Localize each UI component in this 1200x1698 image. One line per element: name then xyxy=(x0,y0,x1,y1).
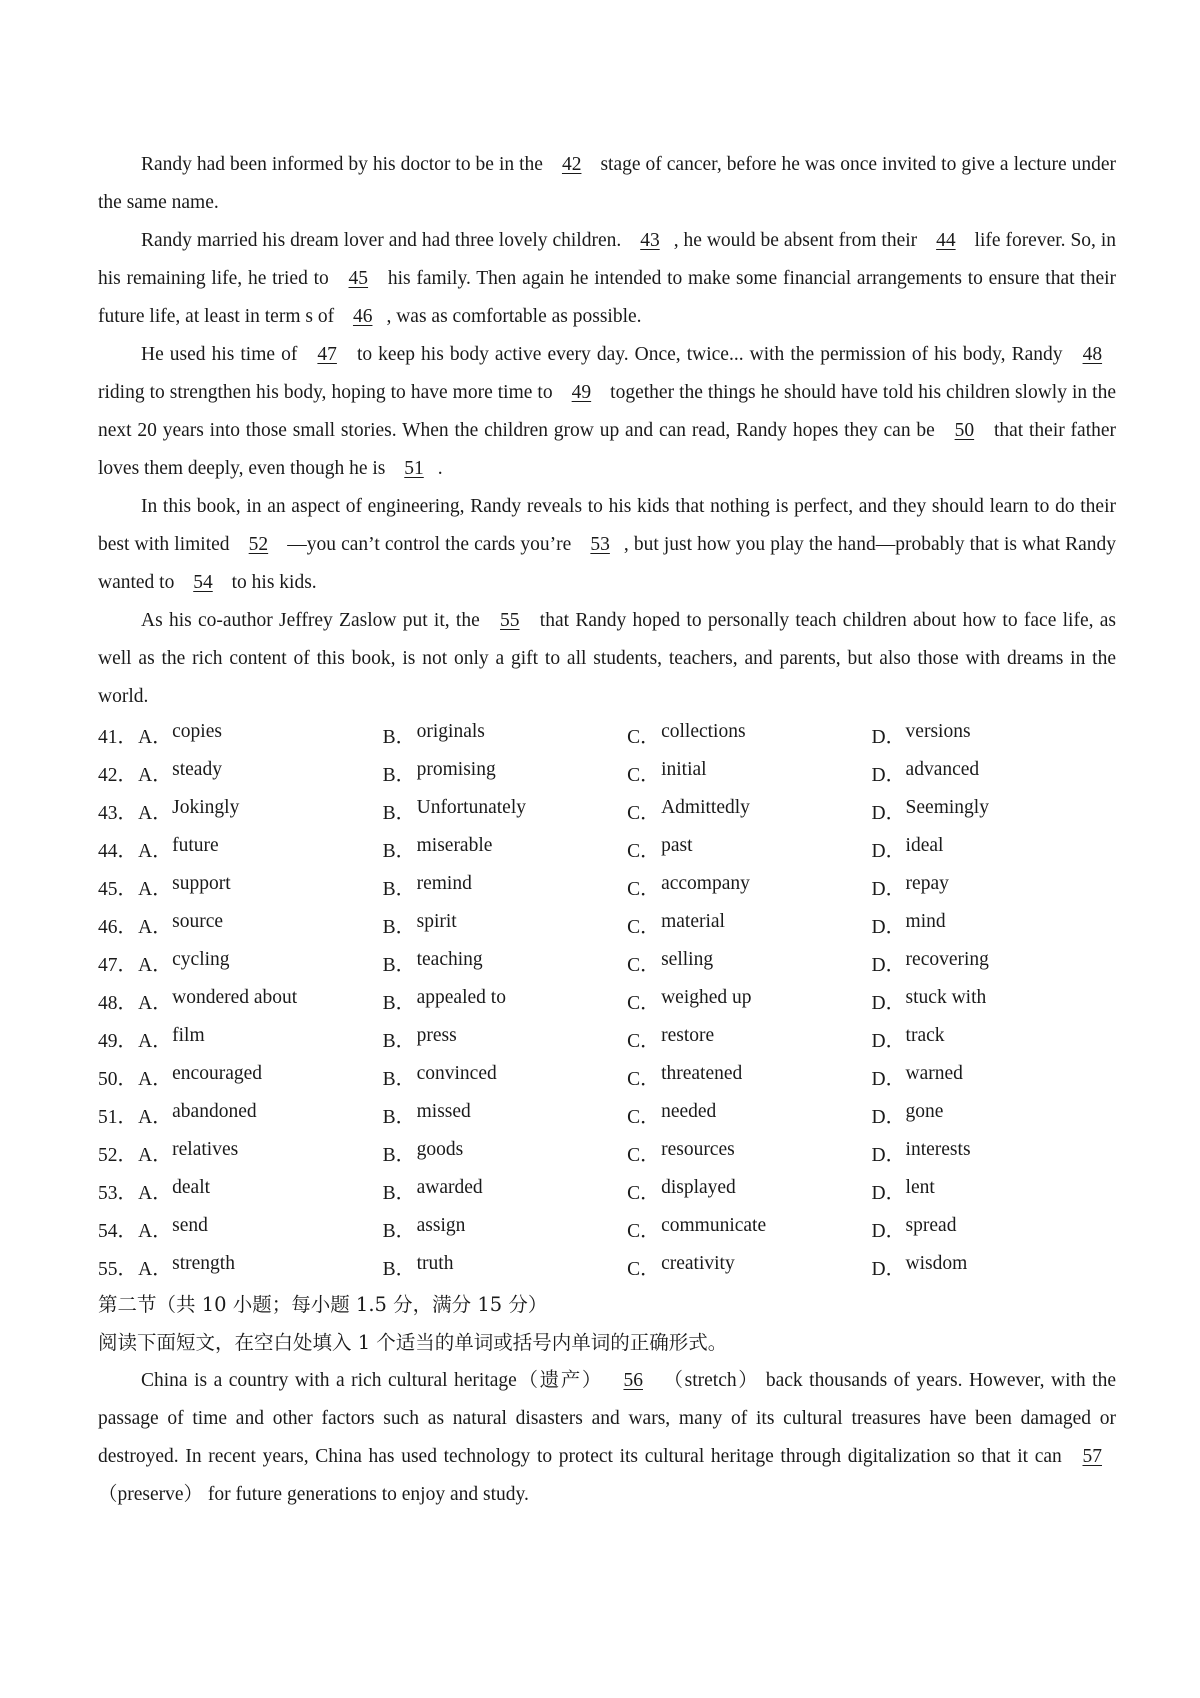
question-number: 49． xyxy=(98,1031,138,1052)
option-text: send xyxy=(172,1215,208,1236)
option-text: Seemingly xyxy=(905,797,989,818)
option-c xyxy=(627,1025,871,1053)
option-c xyxy=(627,1177,871,1205)
option-b xyxy=(383,1025,627,1053)
option-letter: D． xyxy=(871,1031,906,1052)
option-b xyxy=(383,1063,627,1091)
option-c xyxy=(627,1063,871,1091)
text: to his kids. xyxy=(231,572,317,593)
option-text: stuck with xyxy=(905,987,987,1008)
blank-43: 43 xyxy=(640,230,660,251)
option-c xyxy=(627,1215,871,1243)
option-letter: C． xyxy=(627,1183,660,1204)
option-a xyxy=(138,873,382,901)
option-a xyxy=(138,721,382,749)
option-d xyxy=(872,1139,1116,1167)
option-row xyxy=(98,716,1116,754)
option-letter: D． xyxy=(871,917,906,938)
option-text: gone xyxy=(905,1101,944,1122)
option-text: versions xyxy=(905,721,971,742)
text: riding to strengthen his body, hoping to have more time to xyxy=(98,382,553,403)
text: that their father loves them deeply, even though he is xyxy=(98,420,1117,479)
option-text: ideal xyxy=(905,835,944,856)
question-number: 50． xyxy=(98,1069,138,1090)
option-letter: D． xyxy=(871,879,906,900)
option-letter: C． xyxy=(627,803,660,824)
option-a xyxy=(138,1177,382,1205)
option-text: collections xyxy=(661,721,746,742)
option-text: abandoned xyxy=(172,1101,257,1122)
option-b xyxy=(383,1139,627,1167)
option-letter: A． xyxy=(138,1031,172,1052)
option-text: remind xyxy=(416,873,472,894)
option-letter: B． xyxy=(382,1031,416,1052)
option-d xyxy=(872,987,1116,1015)
option-a xyxy=(138,797,382,825)
blank-44: 44 xyxy=(936,230,956,251)
option-b xyxy=(383,835,627,863)
option-a xyxy=(138,835,382,863)
question-number: 44． xyxy=(98,841,138,862)
option-text: initial xyxy=(661,759,707,780)
text: . xyxy=(437,458,443,479)
option-text: Unfortunately xyxy=(416,797,526,818)
option-letter: B． xyxy=(382,1145,416,1166)
option-letter: B． xyxy=(382,955,416,976)
option-text: encouraged xyxy=(172,1063,263,1084)
option-text: warned xyxy=(905,1063,963,1084)
option-letter: A． xyxy=(138,803,172,824)
instruction: 阅读下面短文，在空白处填入 1 个适当的单词或括号内单词的正确形式。 xyxy=(98,1331,728,1354)
option-c xyxy=(627,949,871,977)
option-text: copies xyxy=(172,721,222,742)
option-a xyxy=(138,1063,382,1091)
passage-paragraph-3 xyxy=(98,336,1116,488)
option-c xyxy=(627,721,871,749)
option-row xyxy=(98,868,1116,906)
option-text: goods xyxy=(416,1139,464,1160)
option-row xyxy=(98,1210,1116,1248)
option-letter: B． xyxy=(382,917,416,938)
option-c xyxy=(627,797,871,825)
option-a xyxy=(138,1253,382,1281)
option-letter: B． xyxy=(382,1221,416,1242)
option-a xyxy=(138,759,382,787)
option-d xyxy=(872,873,1116,901)
option-letter: C． xyxy=(627,1221,660,1242)
text: Randy had been informed by his doctor to be in the xyxy=(141,154,543,175)
option-b xyxy=(383,759,627,787)
option-letter: D． xyxy=(871,1145,906,1166)
option-b xyxy=(383,987,627,1015)
option-letter: B． xyxy=(382,1259,416,1280)
option-d xyxy=(872,1253,1116,1281)
text: together the things he should have told his children slowly in the next 20 years into those small stories. When the children grow up and can read, Randy hopes they can be xyxy=(98,382,1117,441)
option-text: recovering xyxy=(905,949,989,970)
option-letter: A． xyxy=(138,1183,172,1204)
text: , but just how you play the hand—probably that is what Randy wanted to xyxy=(98,534,1117,593)
text: , was as comfortable as possible. xyxy=(386,306,642,327)
option-letter: C． xyxy=(627,1145,660,1166)
option-letter: A． xyxy=(138,727,172,748)
options-list xyxy=(98,716,1116,1286)
option-c xyxy=(627,987,871,1015)
option-row xyxy=(98,944,1116,982)
option-c xyxy=(627,873,871,901)
blank-49: 49 xyxy=(571,382,592,403)
option-text: future xyxy=(172,835,219,856)
option-text: weighed up xyxy=(661,987,752,1008)
option-text: cycling xyxy=(172,949,230,970)
text: , he would be absent from their xyxy=(673,230,918,251)
option-letter: A． xyxy=(138,765,172,786)
question-number: 45． xyxy=(98,879,138,900)
option-letter: B． xyxy=(382,841,416,862)
option-letter: B． xyxy=(382,879,416,900)
option-row xyxy=(98,906,1116,944)
blank-52: 52 xyxy=(248,534,269,555)
option-row xyxy=(98,1248,1116,1286)
option-text: resources xyxy=(661,1139,735,1160)
option-b xyxy=(383,797,627,825)
option-a xyxy=(138,1139,382,1167)
passage-paragraph-4 xyxy=(98,488,1116,602)
text: As his co-author Jeffrey Zaslow put it, the xyxy=(141,610,480,631)
option-letter: D． xyxy=(871,1107,906,1128)
option-a xyxy=(138,987,382,1015)
option-letter: C． xyxy=(627,917,660,938)
question-number: 46． xyxy=(98,917,138,938)
option-text: spread xyxy=(905,1215,957,1236)
option-text: communicate xyxy=(661,1215,767,1236)
blank-57: 57 xyxy=(1082,1446,1102,1467)
option-letter: D． xyxy=(871,1221,906,1242)
text: to keep his body active every day. Once, twice... with the permission of his body, Randy xyxy=(356,344,1063,365)
option-text: appealed to xyxy=(416,987,506,1008)
option-d xyxy=(872,1177,1116,1205)
text: China is a country with a rich cultural heritage（遗产） xyxy=(141,1370,603,1391)
text: Randy married his dream lover and had three lovely children. xyxy=(141,230,622,251)
option-a xyxy=(138,1025,382,1053)
option-text: track xyxy=(905,1025,945,1046)
option-row xyxy=(98,1058,1116,1096)
text: （preserve） for future generations to enjoy and study. xyxy=(98,1484,529,1505)
option-text: needed xyxy=(661,1101,717,1122)
option-letter: D． xyxy=(871,955,906,976)
blank-46: 46 xyxy=(352,306,373,327)
option-d xyxy=(872,759,1116,787)
option-text: steady xyxy=(172,759,222,780)
option-text: originals xyxy=(416,721,485,742)
question-number: 41． xyxy=(98,727,138,748)
option-row xyxy=(98,1172,1116,1210)
option-d xyxy=(872,1215,1116,1243)
option-c xyxy=(627,835,871,863)
option-text: advanced xyxy=(905,759,980,780)
option-letter: C． xyxy=(627,993,660,1014)
option-d xyxy=(872,835,1116,863)
option-b xyxy=(383,1253,627,1281)
option-letter: D． xyxy=(871,1183,906,1204)
section-title: 第二节（共 10 小题；每小题 1.5 分，满分 15 分） xyxy=(98,1293,548,1316)
option-text: strength xyxy=(172,1253,235,1274)
option-row xyxy=(98,1134,1116,1172)
blank-45: 45 xyxy=(348,268,369,289)
option-text: creativity xyxy=(661,1253,735,1274)
option-letter: D． xyxy=(871,1069,906,1090)
option-letter: C． xyxy=(627,1259,660,1280)
option-letter: C． xyxy=(627,727,660,748)
option-text: mind xyxy=(905,911,946,932)
option-row xyxy=(98,1096,1116,1134)
option-row xyxy=(98,754,1116,792)
text: —you can’t control the cards you’re xyxy=(287,534,572,555)
option-letter: C． xyxy=(627,1069,660,1090)
option-text: promising xyxy=(416,759,496,780)
option-letter: B． xyxy=(382,727,416,748)
option-text: spirit xyxy=(416,911,457,932)
blank-53: 53 xyxy=(590,534,610,555)
option-letter: C． xyxy=(627,955,660,976)
option-text: source xyxy=(172,911,224,932)
option-letter: B． xyxy=(382,1069,416,1090)
question-number: 51． xyxy=(98,1107,138,1128)
option-row xyxy=(98,792,1116,830)
option-letter: A． xyxy=(138,1145,172,1166)
option-letter: A． xyxy=(138,1221,172,1242)
option-text: threatened xyxy=(661,1063,743,1084)
blank-47: 47 xyxy=(317,344,337,365)
option-text: support xyxy=(172,873,231,894)
text: his family. Then again he intended to make some financial arrangements to ensure that their future life, at least in term s of xyxy=(98,268,1117,327)
question-number: 52． xyxy=(98,1145,138,1166)
option-text: displayed xyxy=(661,1177,736,1198)
option-letter: A． xyxy=(138,1259,172,1280)
option-letter: C． xyxy=(627,841,660,862)
option-d xyxy=(872,911,1116,939)
option-d xyxy=(872,797,1116,825)
option-text: Jokingly xyxy=(172,797,240,818)
option-d xyxy=(872,721,1116,749)
option-b xyxy=(383,1101,627,1129)
option-a xyxy=(138,1215,382,1243)
option-letter: D． xyxy=(871,993,906,1014)
option-letter: C． xyxy=(627,1031,660,1052)
option-text: repay xyxy=(905,873,949,894)
option-text: teaching xyxy=(416,949,483,970)
option-letter: A． xyxy=(138,993,172,1014)
option-text: Admittedly xyxy=(661,797,750,818)
question-number: 47． xyxy=(98,955,138,976)
option-letter: D． xyxy=(871,727,906,748)
option-d xyxy=(872,949,1116,977)
blank-42: 42 xyxy=(561,154,582,175)
option-b xyxy=(383,873,627,901)
option-letter: C． xyxy=(627,765,660,786)
option-letter: D． xyxy=(871,841,906,862)
option-letter: C． xyxy=(627,1107,660,1128)
option-text: relatives xyxy=(172,1139,239,1160)
option-c xyxy=(627,911,871,939)
option-text: miserable xyxy=(416,835,493,856)
option-letter: B． xyxy=(382,803,416,824)
text: life forever. So, in his remaining life, he tried to xyxy=(98,230,1117,289)
option-text: awarded xyxy=(416,1177,483,1198)
option-text: truth xyxy=(416,1253,454,1274)
question-number: 53． xyxy=(98,1183,138,1204)
option-a xyxy=(138,1101,382,1129)
passage-paragraph-2 xyxy=(98,222,1116,336)
option-text: accompany xyxy=(661,873,750,894)
question-number: 54． xyxy=(98,1221,138,1242)
option-text: convinced xyxy=(416,1063,497,1084)
option-row xyxy=(98,982,1116,1020)
option-letter: D． xyxy=(871,765,906,786)
option-c xyxy=(627,1139,871,1167)
text: He used his time of xyxy=(141,344,298,365)
blank-48: 48 xyxy=(1082,344,1103,365)
option-letter: D． xyxy=(871,803,906,824)
exam-page xyxy=(98,146,1116,1514)
option-letter: A． xyxy=(138,1069,172,1090)
option-text: material xyxy=(661,911,725,932)
option-c xyxy=(627,1101,871,1129)
passage-paragraph-5 xyxy=(98,602,1116,716)
blank-50: 50 xyxy=(954,420,975,441)
option-text: wondered about xyxy=(172,987,298,1008)
option-letter: A． xyxy=(138,879,172,900)
option-letter: B． xyxy=(382,1107,416,1128)
option-text: film xyxy=(172,1025,205,1046)
blank-56: 56 xyxy=(623,1370,643,1391)
text: （stretch） back thousands of years. However, with the passage of time and other factors such as natural disasters and wars, many of its cultural treasures have been damaged or destroyed. In recent years, China has used technology to protect its cultural heritage through digitalization so that it can xyxy=(98,1370,1117,1467)
blank-51: 51 xyxy=(404,458,424,479)
option-text: selling xyxy=(661,949,714,970)
text: that Randy hoped to personally teach children about how to face life, as well as the rich content of this book, is not only a gift to all students, teachers, and parents, but also those with dreams in the world. xyxy=(98,610,1117,707)
option-a xyxy=(138,911,382,939)
option-b xyxy=(383,911,627,939)
option-text: missed xyxy=(416,1101,471,1122)
option-letter: A． xyxy=(138,1107,172,1128)
text: In this book, in an aspect of engineering, Randy reveals to his kids that nothing is perfect, and they should learn to do their best with limited xyxy=(98,496,1116,555)
option-letter: B． xyxy=(382,993,416,1014)
question-number: 55． xyxy=(98,1259,138,1280)
option-row xyxy=(98,1020,1116,1058)
question-number: 42． xyxy=(98,765,138,786)
option-d xyxy=(872,1025,1116,1053)
option-a xyxy=(138,949,382,977)
option-text: assign xyxy=(416,1215,466,1236)
option-text: interests xyxy=(905,1139,971,1160)
question-number: 43． xyxy=(98,803,138,824)
blank-54: 54 xyxy=(193,572,213,593)
question-number: 48． xyxy=(98,993,138,1014)
option-d xyxy=(872,1063,1116,1091)
section2-paragraph xyxy=(98,1362,1116,1514)
blank-55: 55 xyxy=(500,610,520,631)
option-text: dealt xyxy=(172,1177,211,1198)
option-b xyxy=(383,721,627,749)
option-letter: A． xyxy=(138,955,172,976)
option-text: wisdom xyxy=(905,1253,968,1274)
option-letter: A． xyxy=(138,841,172,862)
option-b xyxy=(383,949,627,977)
text: stage of cancer, before he was once invited to give a lecture under the same name. xyxy=(98,154,1117,213)
option-b xyxy=(383,1177,627,1205)
option-letter: B． xyxy=(382,765,416,786)
option-letter: D． xyxy=(871,1259,906,1280)
option-b xyxy=(383,1215,627,1243)
passage-paragraph-1 xyxy=(98,146,1116,222)
option-letter: B． xyxy=(382,1183,416,1204)
option-letter: C． xyxy=(627,879,660,900)
option-letter: A． xyxy=(138,917,172,938)
option-row xyxy=(98,830,1116,868)
option-c xyxy=(627,1253,871,1281)
option-text: lent xyxy=(905,1177,935,1198)
option-d xyxy=(872,1101,1116,1129)
option-text: past xyxy=(661,835,693,856)
option-c xyxy=(627,759,871,787)
option-text: press xyxy=(416,1025,457,1046)
option-text: restore xyxy=(661,1025,715,1046)
